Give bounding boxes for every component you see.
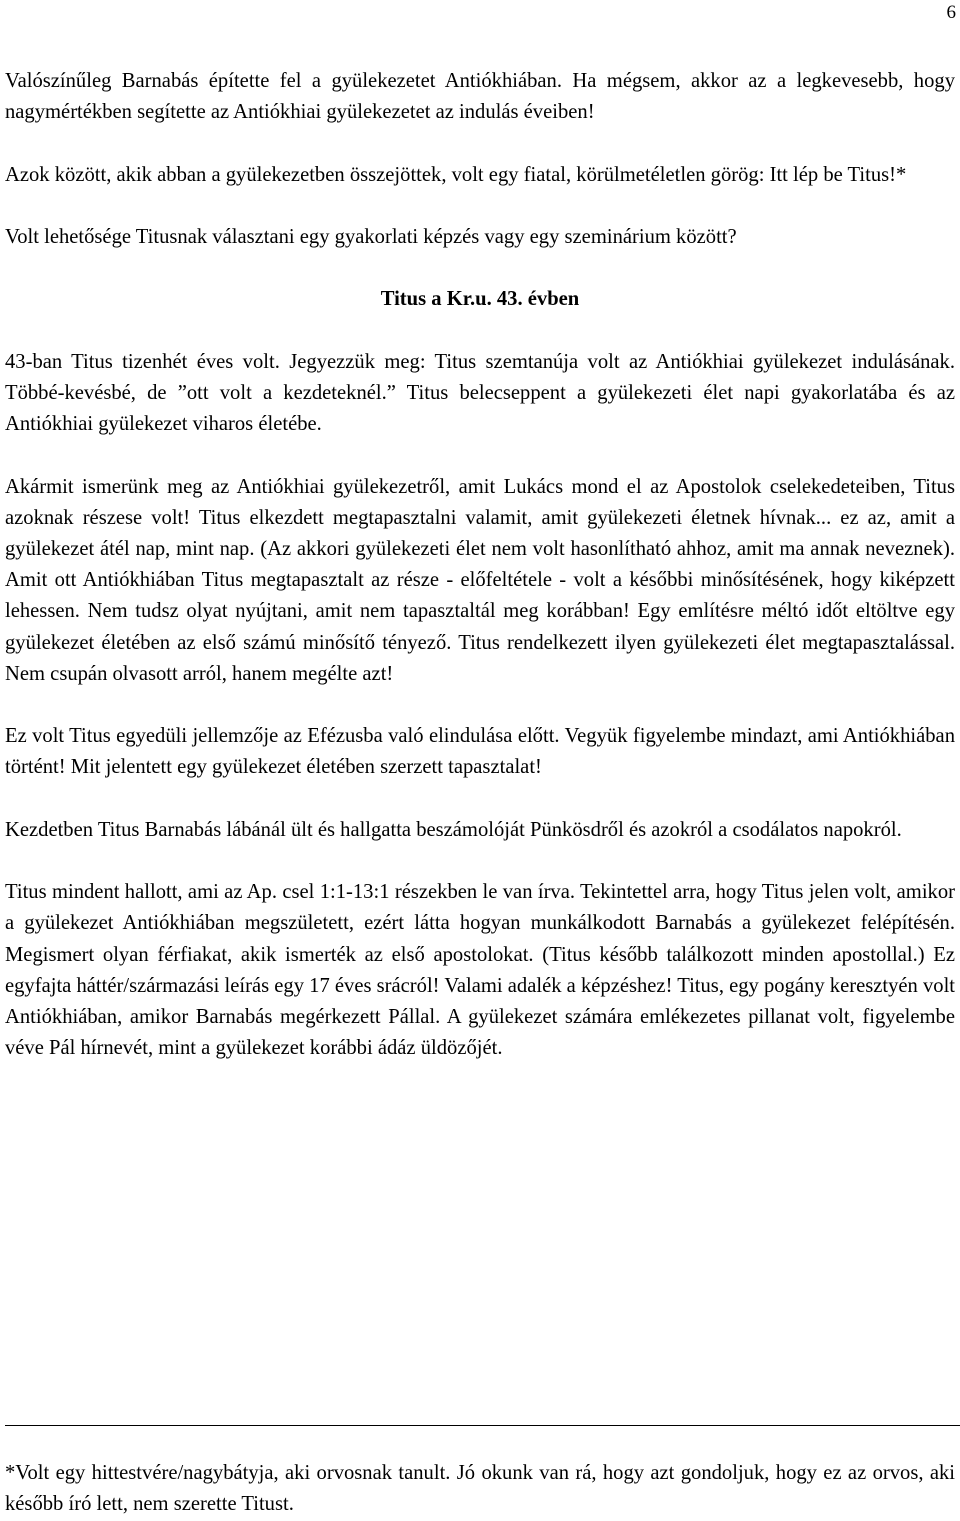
section-heading: Titus a Kr.u. 43. évben (380, 288, 580, 311)
section-paragraph-2: Akármit ismerünk meg az Antiókhiai gyülekezetről, amit Lukács mond el az Apostolok cselekedeteiben, Titus azoknak részese volt! Titus elkezdett megtapasztalni valamit, amit gyülekezeti életnek hívnak... ez az, amit a gyülekezet átél nap, mint nap. (Az akkori gyülekezeti élet nem volt hasonlítható ahhoz, amit ma annak neveznek). Amit ott Antiókhiában Titus megtapasztalt az része - előfeltétele - volt a későbbi minősítésének, hogy kiképzett lehessen. Nem tudsz olyat nyújtani, amit nem tapasztaltál meg korábban! Egy említésre méltó időt eltöltve egy gyülekezet életében az első számú minősítő tényező. Titus rendelkezett ilyen gyülekezeti élet megtapasztalással. Nem csupán olvasott arról, hanem megélte azt! (5, 475, 955, 685)
section-paragraph-5: Titus mindent hallott, ami az Ap. csel 1:1-13:1 részekben le van írva. Tekintettel arra, hogy Titus jelen volt, amikor a gyülekezet Antiókhiában megszületett, ezért látta hogyan munkálkodott Barnabás a gyülekezet felépítésén. Megismert olyan férfiakat, akik ismerték az első apostolokat. (Titus később találkozott minden apostollal.) Ez egyfajta háttér/származási leírás egy 17 éves srácról! Valami adalék a képzéshez! Titus, egy pogány keresztyén volt Antiókhiában, amikor Barnabás megérkezett Pállal. A gyülekezet számára emlékezetes pillanat volt, figyelembe véve Pál hírnevét, mint a gyülekezet korábbi ádáz üldözőjét. (5, 881, 956, 1060)
footnote: *Volt egy hittestvére/nagybátyja, aki orvosnak tanult. Jó okunk van rá, hogy azt gondoljuk, hogy ez az orvos, aki később író lett, nem szerette Titust. (5, 1462, 955, 1516)
document-body (5, 66, 955, 1096)
paragraph-2: Azok között, akik abban a gyülekezetben összejöttek, volt egy fiatal, körülmetéletlen görög: Itt lép be Titus!* (5, 163, 907, 186)
section-paragraph-3: Ez volt Titus egyedüli jellemzője az Efézusba való elindulása előtt. Vegyük figyelembe mindazt, ami Antiókhiában történt! Mit jelentett egy gyülekezet életében szerzett tapasztalat! (5, 725, 955, 779)
section-paragraph-1: 43-ban Titus tizenhét éves volt. Jegyezzük meg: Titus szemtanúja volt az Antiókhiai gyülekezet indulásának. Többé-kevésbé, de ”ott volt a kezdeteknél.” Titus belecseppent a gyülekezeti élet napi gyakorlatába és az Antiókhiai gyülekezet viharos életébe. (5, 350, 955, 436)
page-number: 6 (946, 2, 956, 23)
paragraph-1: Valószínűleg Barnabás építette fel a gyülekezetet Antiókhiában. Ha mégsem, akkor az a legkevesebb, hogy nagymértékben segítette az Antiókhiai gyülekezetet az indulás éveiben! (5, 70, 955, 124)
paragraph-3: Volt lehetősége Titusnak választani egy gyakorlati képzés vagy egy szeminárium között? (5, 225, 737, 248)
footnote-divider (5, 1425, 960, 1426)
section-paragraph-4: Kezdetben Titus Barnabás lábánál ült és hallgatta beszámolóját Pünkösdről és azokról a csodálatos napokról. (5, 818, 902, 841)
